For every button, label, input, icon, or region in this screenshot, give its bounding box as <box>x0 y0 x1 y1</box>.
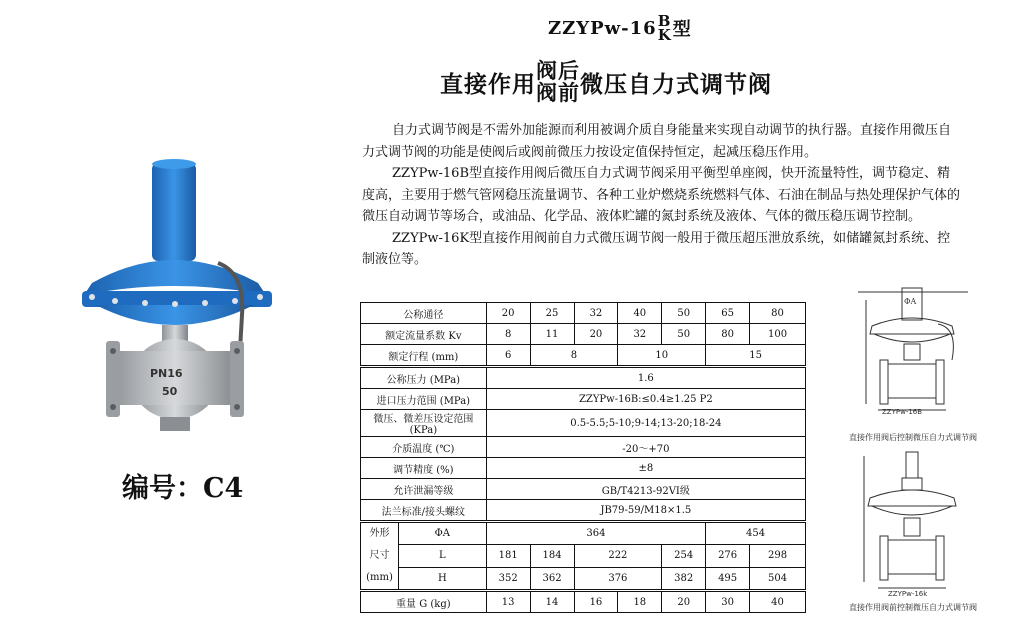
row-label: 公称压力 (MPa) <box>361 367 487 389</box>
title-stack <box>536 60 580 104</box>
dims-group-label <box>361 522 399 591</box>
table-cell: ±8 <box>486 458 805 479</box>
table-cell: JB79-59/M18×1.5 <box>486 500 805 522</box>
model-variant-k: K <box>657 26 672 44</box>
table-cell: 40 <box>750 591 806 613</box>
dims-group-line-3: (mm) <box>366 572 393 583</box>
table-cell: 32 <box>574 303 618 324</box>
table-row <box>361 437 806 458</box>
table-cell: 14 <box>530 591 574 613</box>
table-cell: 15 <box>706 345 806 367</box>
table-cell: 222 <box>574 545 662 567</box>
drawing-2-model: ZZYPw-16k <box>888 590 928 598</box>
table-cell: 18 <box>618 591 662 613</box>
table-cell: 1.6 <box>486 367 805 389</box>
model-variant-stack <box>658 14 672 42</box>
table-cell: 20 <box>574 324 618 345</box>
table-row <box>361 410 806 437</box>
table-cell: 20 <box>486 303 530 324</box>
table-cell: 25 <box>530 303 574 324</box>
table-cell: 382 <box>662 567 706 590</box>
table-cell: 80 <box>706 324 750 345</box>
table-cell: 100 <box>750 324 806 345</box>
table-row <box>361 522 806 545</box>
dims-group-line-1: 外形 <box>369 528 390 539</box>
table-cell: 40 <box>618 303 662 324</box>
table-cell: 495 <box>706 567 750 590</box>
title-right: 微压自力式调节阀 <box>580 70 772 98</box>
row-label: 允许泄漏等级 <box>361 479 487 500</box>
table-row <box>361 324 806 345</box>
table-row <box>361 303 806 324</box>
table-cell: 80 <box>750 303 806 324</box>
spec-table <box>360 302 806 613</box>
page-title <box>440 60 772 104</box>
row-label: 额定行程 (mm) <box>361 345 487 367</box>
table-cell: ZZYPw-16B:≤0.4≥1.25 P2 <box>486 389 805 410</box>
row-label: 进口压力范围 (MPa) <box>361 389 487 410</box>
table-row <box>361 567 806 590</box>
table-cell: 20 <box>662 591 706 613</box>
table-cell: 276 <box>706 545 750 567</box>
table-cell: 50 <box>662 324 706 345</box>
table-cell: 504 <box>750 567 806 590</box>
valve-marking-size: 50 <box>162 385 178 398</box>
table-cell: 298 <box>750 545 806 567</box>
table-cell: 362 <box>530 567 574 590</box>
table-cell: 13 <box>486 591 530 613</box>
table-cell: 376 <box>574 567 662 590</box>
row-label: ΦA <box>398 522 486 545</box>
table-cell: 32 <box>618 324 662 345</box>
table-row <box>361 389 806 410</box>
description <box>362 120 962 271</box>
table-cell: 11 <box>530 324 574 345</box>
table-row <box>361 345 806 367</box>
table-cell: 10 <box>618 345 706 367</box>
valve-photo <box>70 155 300 455</box>
drawing-1-model: ZZYPw-16B <box>882 408 923 416</box>
table-row <box>361 479 806 500</box>
table-cell: GB/T4213-92VI级 <box>486 479 805 500</box>
description-paragraph-1: 自力式调节阀是不需外加能源而利用被调介质自身能量来实现自动调节的执行器。直接作用微压自力式调节阀的功能是使阀后或阀前微压力按设定值保持恒定，起减压稳压作用。 <box>362 123 952 160</box>
row-label: H <box>398 567 486 590</box>
row-label: 重量 G (kg) <box>361 591 487 613</box>
table-cell: 364 <box>486 522 705 545</box>
row-label: 法兰标准/接头螺纹 <box>361 500 487 522</box>
row-label: 介质温度 (℃) <box>361 437 487 458</box>
table-cell: 181 <box>486 545 530 567</box>
drawing-16k <box>838 448 988 598</box>
table-cell: 65 <box>706 303 750 324</box>
table-cell: 454 <box>706 522 806 545</box>
table-row <box>361 458 806 479</box>
row-label: L <box>398 545 486 567</box>
table-row <box>361 545 806 567</box>
table-row <box>361 500 806 522</box>
table-cell: 184 <box>530 545 574 567</box>
model-prefix: ZZYPw-16 <box>548 17 657 39</box>
model-variant-b: B <box>657 12 672 30</box>
title-bottom: 阀前 <box>536 80 580 105</box>
row-label: 公称通径 <box>361 303 487 324</box>
table-cell: 8 <box>530 345 618 367</box>
drawing-2-caption: 直接作用阀前控制微压自力式调节阀 <box>849 603 977 612</box>
drawing-16b <box>838 280 988 416</box>
table-cell: 50 <box>662 303 706 324</box>
dims-group-line-2: 尺寸 <box>369 550 390 561</box>
table-cell: 352 <box>486 567 530 590</box>
valve-marking-pn: PN16 <box>150 367 183 380</box>
title-left: 直接作用 <box>440 70 536 98</box>
title-top: 阀后 <box>536 58 580 83</box>
model-suffix: 型 <box>672 19 692 40</box>
table-cell: -20～+70 <box>486 437 805 458</box>
table-cell: 0.5-5.5;5-10;9-14;13-20;18-24 <box>486 410 805 437</box>
table-cell: 8 <box>486 324 530 345</box>
table-row <box>361 367 806 389</box>
row-label: 微压、微差压设定范围 (KPa) <box>361 410 487 437</box>
table-cell: 30 <box>706 591 750 613</box>
product-code: 编号：C4 <box>122 473 244 504</box>
table-cell: 254 <box>662 545 706 567</box>
table-row <box>361 591 806 613</box>
description-paragraph-2: ZZYPw-16B型直接作用阀后微压自力式调节阀采用平衡型单座阀，快开流量特性，调节稳定、精度高，主要用于燃气管网稳压流量调节、各种工业炉燃烧系统燃料气体、石油在制品与热处理保护气体的微压自动调节等场合，或油品、化学品、液体贮罐的氮封系统及液体、气体的微压稳压调节控制。 <box>362 166 961 224</box>
drawing-1-phi: ΦA <box>904 297 917 306</box>
description-paragraph-3: ZZYPw-16K型直接作用阀前自力式微压调节阀一般用于微压超压泄放系统，如储罐氮封系统、控制液位等。 <box>362 230 951 267</box>
row-label: 额定流量系数 Kv <box>361 324 487 345</box>
model-title <box>548 14 692 42</box>
row-label: 调节精度 (%) <box>361 458 487 479</box>
table-cell: 16 <box>574 591 618 613</box>
drawing-1-caption: 直接作用阀后控制微压自力式调节阀 <box>849 433 977 442</box>
table-cell: 6 <box>486 345 530 367</box>
